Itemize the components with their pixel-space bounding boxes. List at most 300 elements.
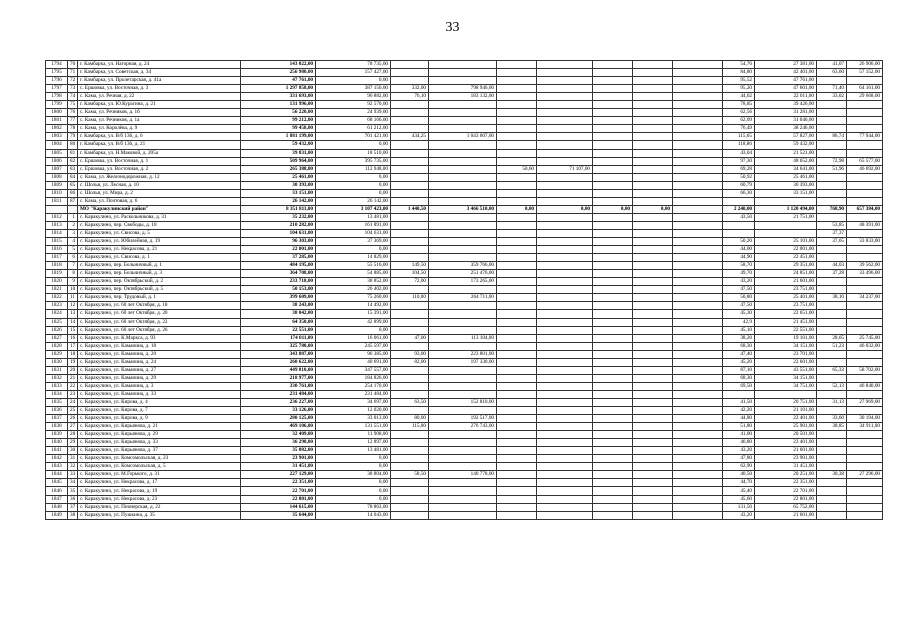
- cost-col2-cell: 131 551,00: [316, 423, 391, 431]
- area-col10-cell: 68,30: [723, 374, 755, 382]
- cost-col2-cell: 0,00: [316, 495, 391, 503]
- address-cell: с. Каракулино, ул. Свисова, д. 1: [78, 254, 241, 262]
- cost-col9-cell: [673, 165, 723, 173]
- cost-col3-cell: [391, 238, 429, 246]
- cost-col11-cell: 34 641,00: [755, 165, 817, 173]
- address-cell: с. Каракулино, ул. Кирьянова, д. 33: [78, 439, 241, 447]
- cost-col8-cell: [633, 189, 673, 197]
- area-col10-cell: 62,09: [723, 117, 755, 125]
- cost-col11-cell: 31 046,00: [755, 117, 817, 125]
- cost-col4-cell: 140 778,00: [429, 471, 497, 479]
- area-col12-cell: [817, 358, 847, 366]
- total-cost-cell: 469 106,00: [241, 423, 316, 431]
- row-number-cell: 1834: [46, 390, 68, 398]
- address-cell: с. Каракулино, ул. Комсомольская, д. 23: [78, 455, 241, 463]
- cost-col11-cell: [755, 197, 817, 205]
- item-index-cell: 27: [68, 423, 78, 431]
- item-index-cell: 79: [68, 133, 78, 141]
- area-col12-cell: 53,85: [817, 221, 847, 229]
- row-number-cell: 1836: [46, 407, 68, 415]
- cost-col9-cell: [673, 302, 723, 310]
- cost-col3-cell: [391, 463, 429, 471]
- cost-col11-cell: 23 901,00: [755, 455, 817, 463]
- cost-col9-cell: [673, 479, 723, 487]
- cost-col5-cell: [497, 374, 537, 382]
- table-row: [46, 173, 883, 181]
- cost-col9-cell: [673, 366, 723, 374]
- cost-col8-cell: [633, 431, 673, 439]
- cost-col11-cell: 22 001,00: [755, 246, 817, 254]
- row-number-cell: 1807: [46, 165, 68, 173]
- area-col12-cell: [817, 407, 847, 415]
- cost-col2-cell: 15 391,00: [316, 310, 391, 318]
- cost-col5-cell: [497, 189, 537, 197]
- cost-col7-cell: [593, 423, 633, 431]
- total-cost-cell: 22 701,00: [241, 487, 316, 495]
- cost-col4-cell: [429, 431, 497, 439]
- cost-col8-cell: [633, 463, 673, 471]
- cost-col8-cell: [633, 302, 673, 310]
- area-col10-cell: 38,20: [723, 334, 755, 342]
- cost-col5-cell: [497, 181, 537, 189]
- cost-col8-cell: [633, 407, 673, 415]
- item-index-cell: 75: [68, 101, 78, 109]
- cost-col7-cell: [593, 133, 633, 141]
- cost-col9-cell: [673, 398, 723, 406]
- cost-col5-cell: [497, 302, 537, 310]
- cost-col6-cell: [537, 173, 593, 181]
- cost-col6-cell: [537, 85, 593, 93]
- cost-col5-cell: [497, 229, 537, 237]
- area-col10-cell: 95,20: [723, 85, 755, 93]
- cost-col9-cell: [673, 157, 723, 165]
- area-col10-cell: 42,9: [723, 318, 755, 326]
- cost-col6-cell: [537, 238, 593, 246]
- table-row: [46, 431, 883, 439]
- cost-col8-cell: [633, 197, 673, 205]
- cost-col2-cell: 54 885,00: [316, 270, 391, 278]
- area-col12-cell: [817, 77, 847, 85]
- cost-col13-cell: [847, 286, 883, 294]
- cost-col3-cell: [391, 431, 429, 439]
- cost-col13-cell: 58 702,00: [847, 366, 883, 374]
- cost-col2-cell: 18 510,00: [316, 149, 391, 157]
- table-row: [46, 141, 883, 149]
- cost-col5-cell: [497, 141, 537, 149]
- cost-col7-cell: [593, 358, 633, 366]
- cost-col4-cell: [429, 117, 497, 125]
- cost-col6-cell: 71 107,00: [537, 165, 593, 173]
- cost-col2-cell: 33 013,00: [316, 415, 391, 423]
- area-col12-cell: [817, 189, 847, 197]
- cost-col4-cell: [429, 229, 497, 237]
- item-index-cell: 84: [68, 173, 78, 181]
- cost-col5-cell: [497, 310, 537, 318]
- cost-col11-cell: 23 401,00: [755, 439, 817, 447]
- address-cell: с. Каракулино, ул. Каманина, д. 20: [78, 350, 241, 358]
- cost-col13-cell: 46 032,00: [847, 342, 883, 350]
- cost-col2-cell: 0,00: [316, 455, 391, 463]
- cost-col7-cell: [593, 415, 633, 423]
- address-cell: с. Кама, ул. Почтовая, д. 6: [78, 197, 241, 205]
- cost-col4-cell: [429, 439, 497, 447]
- cost-col2-cell: 12 897,00: [316, 439, 391, 447]
- cost-col9-cell: [673, 382, 723, 390]
- table-row: [46, 390, 883, 398]
- total-cost-cell: 26 142,00: [241, 197, 316, 205]
- cost-col5-cell: [497, 61, 537, 69]
- cost-col9-cell: [673, 117, 723, 125]
- area-col10-cell: 131,50: [723, 503, 755, 511]
- cost-col13-cell: 46 840,00: [847, 382, 883, 390]
- cost-col5-cell: [497, 173, 537, 181]
- cost-col7-cell: [593, 286, 633, 294]
- cost-col6-cell: [537, 407, 593, 415]
- cost-col5-cell: [497, 358, 537, 366]
- cost-col7-cell: [593, 165, 633, 173]
- cost-col7-cell: [593, 350, 633, 358]
- area-col10-cell: 42,20: [723, 407, 755, 415]
- cost-col4-cell: [429, 382, 497, 390]
- area-col10-cell: 45,40: [723, 487, 755, 495]
- table-row: [46, 238, 883, 246]
- area-col12-cell: [817, 197, 847, 205]
- item-index-cell: 8: [68, 270, 78, 278]
- cost-col11-cell: 34 151,00: [755, 374, 817, 382]
- cost-col2-cell: 701 421,00: [316, 133, 391, 141]
- item-index-cell: 18: [68, 350, 78, 358]
- address-cell: с. Каракулино, ул. 60 лет Октября, д. 22: [78, 318, 241, 326]
- total-cost-cell: 38 243,00: [241, 302, 316, 310]
- cost-col6-cell: [537, 350, 593, 358]
- area-col10-cell: 62,90: [723, 463, 755, 471]
- area-col10-cell: 47,40: [723, 350, 755, 358]
- cost-col8-cell: [633, 238, 673, 246]
- area-col12-cell: [817, 447, 847, 455]
- cost-col4-cell: [429, 181, 497, 189]
- cost-col11-cell: 20 501,00: [755, 431, 817, 439]
- area-col12-cell: [817, 487, 847, 495]
- table-row: [46, 447, 883, 455]
- cost-col7-cell: [593, 246, 633, 254]
- total-cost-cell: 331 693,00: [241, 93, 316, 101]
- item-index-cell: 33: [68, 471, 78, 479]
- cost-col2-cell: 161 891,00: [316, 221, 391, 229]
- table-row: [46, 503, 883, 511]
- item-index-cell: 86: [68, 189, 78, 197]
- cost-col9-cell: [673, 213, 723, 221]
- address-cell: с. Каракулино, ул. Кирова, д. 9: [78, 415, 241, 423]
- total-cost-cell: 484 195,00: [241, 262, 316, 270]
- cost-col3-cell: [391, 101, 429, 109]
- cost-col13-cell: [847, 278, 883, 286]
- row-number-cell: 1800: [46, 109, 68, 117]
- area-col10-cell: 50,80: [723, 294, 755, 302]
- cost-col8-cell: [633, 374, 673, 382]
- cost-col5-cell: 50,60: [497, 165, 537, 173]
- total-cost-cell: 509 964,00: [241, 157, 316, 165]
- cost-col6-cell: [537, 415, 593, 423]
- area-col10-cell: 44,70: [723, 479, 755, 487]
- cost-col9-cell: [673, 246, 723, 254]
- cost-col6-cell: [537, 447, 593, 455]
- cost-col6-cell: [537, 439, 593, 447]
- area-col10-cell: 41,50: [723, 398, 755, 406]
- cost-col13-cell: [847, 173, 883, 181]
- cost-col7-cell: [593, 495, 633, 503]
- cost-col4-cell: [429, 165, 497, 173]
- cost-col8-cell: [633, 294, 673, 302]
- table-row: [46, 278, 883, 286]
- cost-col3-cell: [391, 310, 429, 318]
- cost-col5-cell: [497, 149, 537, 157]
- area-col12-cell: [817, 431, 847, 439]
- cost-col3-cell: [391, 511, 429, 519]
- cost-col11-cell: 21 451,00: [755, 318, 817, 326]
- cost-col3-cell: [391, 479, 429, 487]
- cost-col7-cell: [593, 390, 633, 398]
- cost-col2-cell: 12 020,00: [316, 407, 391, 415]
- area-col10-cell: 43,20: [723, 278, 755, 286]
- cost-col6-cell: [537, 77, 593, 85]
- area-col10-cell: [723, 229, 755, 237]
- cost-col13-cell: [847, 495, 883, 503]
- cost-col5-cell: [497, 221, 537, 229]
- cost-col6-cell: [537, 109, 593, 117]
- cost-col6-cell: [537, 181, 593, 189]
- cost-col6-cell: [537, 246, 593, 254]
- cost-col9-cell: [673, 254, 723, 262]
- table-row: [46, 407, 883, 415]
- row-number-cell: 1808: [46, 173, 68, 181]
- cost-col8-cell: [633, 117, 673, 125]
- table-row: [46, 125, 883, 133]
- table-row: [46, 334, 883, 342]
- cost-col3-cell: 434,25: [391, 133, 429, 141]
- cost-col7-cell: [593, 173, 633, 181]
- item-index-cell: 80: [68, 141, 78, 149]
- cost-col2-cell: 96 385,00: [316, 350, 391, 358]
- total-cost-cell: 231 484,00: [241, 390, 316, 398]
- table-row: [46, 270, 883, 278]
- total-cost-cell: 343 887,00: [241, 350, 316, 358]
- cost-col3-cell: [391, 229, 429, 237]
- cost-col7-cell: [593, 366, 633, 374]
- total-cost-cell: 59 432,00: [241, 141, 316, 149]
- cost-col7-cell: [593, 310, 633, 318]
- item-index-cell: 16: [68, 334, 78, 342]
- address-cell: с. Каракулино, пер. Трудовый, д. 1: [78, 294, 241, 302]
- cost-col2-cell: 13 481,00: [316, 447, 391, 455]
- cost-col7-cell: [593, 455, 633, 463]
- item-index-cell: 12: [68, 302, 78, 310]
- address-cell: с. Каракулино, ул. Кирова, д. 4: [78, 398, 241, 406]
- cost-col13-cell: [847, 229, 883, 237]
- row-number-cell: 1826: [46, 326, 68, 334]
- cost-col2-cell: 0,00: [316, 181, 391, 189]
- area-col10-cell: 115,65: [723, 133, 755, 141]
- total-cost-cell: 32 409,00: [241, 431, 316, 439]
- total-cost-cell: 39 831,00: [241, 149, 316, 157]
- total-cost-cell: 227 129,00: [241, 471, 316, 479]
- total-cost-cell: 104 631,00: [241, 229, 316, 237]
- cost-col2-cell: 78 863,00: [316, 503, 391, 511]
- cost-col5-cell: [497, 246, 537, 254]
- item-index-cell: 71: [68, 69, 78, 77]
- cost-col3-cell: [391, 342, 429, 350]
- area-col12-cell: [817, 109, 847, 117]
- cost-col11-cell: 22 701,00: [755, 487, 817, 495]
- cost-col13-cell: [847, 125, 883, 133]
- area-col12-cell: [817, 479, 847, 487]
- cost-col11-cell: 25 101,00: [755, 238, 817, 246]
- table-row: [46, 93, 883, 101]
- cost-col9-cell: [673, 189, 723, 197]
- cost-col5-cell: [497, 117, 537, 125]
- cost-col2-cell: 34 697,00: [316, 398, 391, 406]
- address-cell: с. Каракулино, ул. Юбилейная, д. 19: [78, 238, 241, 246]
- area-col10-cell: 43,04: [723, 149, 755, 157]
- cost-col3-cell: [391, 503, 429, 511]
- table-row: [46, 189, 883, 197]
- cost-col9-cell: [673, 149, 723, 157]
- cost-col5-cell: [497, 471, 537, 479]
- area-col12-cell: 37,37: [817, 229, 847, 237]
- cost-col4-cell: [429, 173, 497, 181]
- cost-col8-cell: [633, 398, 673, 406]
- cost-col7-cell: [593, 85, 633, 93]
- cost-col6-cell: [537, 229, 593, 237]
- row-number-cell: 1813: [46, 221, 68, 229]
- row-number-cell: 1812: [46, 213, 68, 221]
- cost-col6-cell: [537, 511, 593, 519]
- cost-col7-cell: [593, 157, 633, 165]
- area-col10-cell: 44,90: [723, 254, 755, 262]
- cost-col7-cell: [593, 463, 633, 471]
- cost-col3-cell: [391, 246, 429, 254]
- cost-col9-cell: [673, 61, 723, 69]
- cost-col13-cell: [847, 350, 883, 358]
- cost-col9-cell: [673, 439, 723, 447]
- cost-col2-cell: 78 735,00: [316, 61, 391, 69]
- table-row: [46, 221, 883, 229]
- cost-col3-cell: [391, 69, 429, 77]
- item-index-cell: 30: [68, 447, 78, 455]
- page-number: 33: [445, 20, 460, 35]
- cost-col3-cell: [391, 165, 429, 173]
- address-cell: с. Каракулино, пер. Октябрьский, д. 5: [78, 286, 241, 294]
- area-col10-cell: 118,86: [723, 141, 755, 149]
- area-col10-cell: 62,56: [723, 109, 755, 117]
- cost-col6-cell: [537, 398, 593, 406]
- cost-col11-cell: [755, 390, 817, 398]
- cost-col5-cell: [497, 350, 537, 358]
- cost-col9-cell: [673, 93, 723, 101]
- cost-col3-cell: 149,50: [391, 262, 429, 270]
- area-col12-cell: 51,96: [817, 165, 847, 173]
- address-cell: с. Каракулино, ул. Каманина, д. 3: [78, 382, 241, 390]
- address-cell: МО "Каракулинский район": [78, 205, 241, 213]
- cost-col5-cell: [497, 109, 537, 117]
- cost-col3-cell: 63,50: [391, 398, 429, 406]
- cost-col13-cell: [847, 189, 883, 197]
- cost-col6-cell: [537, 157, 593, 165]
- table-body: [46, 61, 883, 520]
- cost-col8-cell: [633, 511, 673, 519]
- cost-col7-cell: [593, 374, 633, 382]
- cost-col7-cell: [593, 238, 633, 246]
- row-number-cell: [46, 205, 68, 213]
- area-col10-cell: 66,30: [723, 189, 755, 197]
- cost-col3-cell: [391, 286, 429, 294]
- address-cell: г. Камбарка, ул. В/б 136, д. 21: [78, 141, 241, 149]
- cost-col11-cell: [755, 229, 817, 237]
- cost-col2-cell: 245 597,00: [316, 342, 391, 350]
- cost-col6-cell: [537, 334, 593, 342]
- cost-col7-cell: [593, 69, 633, 77]
- cost-col2-cell: 68 166,00: [316, 117, 391, 125]
- row-number-cell: 1810: [46, 189, 68, 197]
- cost-col5-cell: [497, 503, 537, 511]
- cost-col2-cell: 0,00: [316, 189, 391, 197]
- cost-col13-cell: 657 384,00: [847, 205, 883, 213]
- cost-col5-cell: [497, 254, 537, 262]
- cost-col6-cell: [537, 455, 593, 463]
- area-col10-cell: 43,50: [723, 213, 755, 221]
- cost-col9-cell: [673, 390, 723, 398]
- area-col12-cell: [817, 511, 847, 519]
- address-cell: с. Каракулино, ул. Некрасова, д. 23: [78, 495, 241, 503]
- total-cost-cell: 36 298,00: [241, 439, 316, 447]
- cost-col2-cell: 42 899,00: [316, 318, 391, 326]
- cost-col4-cell: [429, 69, 497, 77]
- cost-col4-cell: [429, 213, 497, 221]
- cost-col4-cell: 251 476,00: [429, 270, 497, 278]
- cost-col4-cell: 359 766,00: [429, 262, 497, 270]
- cost-col6-cell: [537, 479, 593, 487]
- cost-col5-cell: [497, 439, 537, 447]
- row-number-cell: 1823: [46, 302, 68, 310]
- cost-col13-cell: [847, 109, 883, 117]
- table-row: [46, 302, 883, 310]
- cost-col9-cell: [673, 77, 723, 85]
- cost-col3-cell: 82,00: [391, 358, 429, 366]
- cost-col4-cell: [429, 455, 497, 463]
- cost-col8-cell: [633, 85, 673, 93]
- total-cost-cell: 22 551,00: [241, 326, 316, 334]
- cost-col5-cell: [497, 487, 537, 495]
- cost-col13-cell: [847, 141, 883, 149]
- row-number-cell: 1842: [46, 455, 68, 463]
- cost-col3-cell: 80,00: [391, 415, 429, 423]
- cost-col4-cell: [429, 61, 497, 69]
- cost-col2-cell: 0,00: [316, 173, 391, 181]
- cost-col4-cell: 192 517,00: [429, 415, 497, 423]
- cost-col4-cell: [429, 447, 497, 455]
- item-index-cell: 87: [68, 197, 78, 205]
- cost-col2-cell: 14 829,00: [316, 254, 391, 262]
- row-number-cell: 1794: [46, 61, 68, 69]
- cost-col8-cell: [633, 181, 673, 189]
- cost-col4-cell: [429, 302, 497, 310]
- area-col12-cell: 86,74: [817, 133, 847, 141]
- cost-col9-cell: [673, 350, 723, 358]
- cost-col11-cell: 48 652,00: [755, 157, 817, 165]
- item-index-cell: 70: [68, 61, 78, 69]
- item-index-cell: 74: [68, 93, 78, 101]
- total-cost-cell: 99 212,00: [241, 117, 316, 125]
- cost-col8-cell: [633, 326, 673, 334]
